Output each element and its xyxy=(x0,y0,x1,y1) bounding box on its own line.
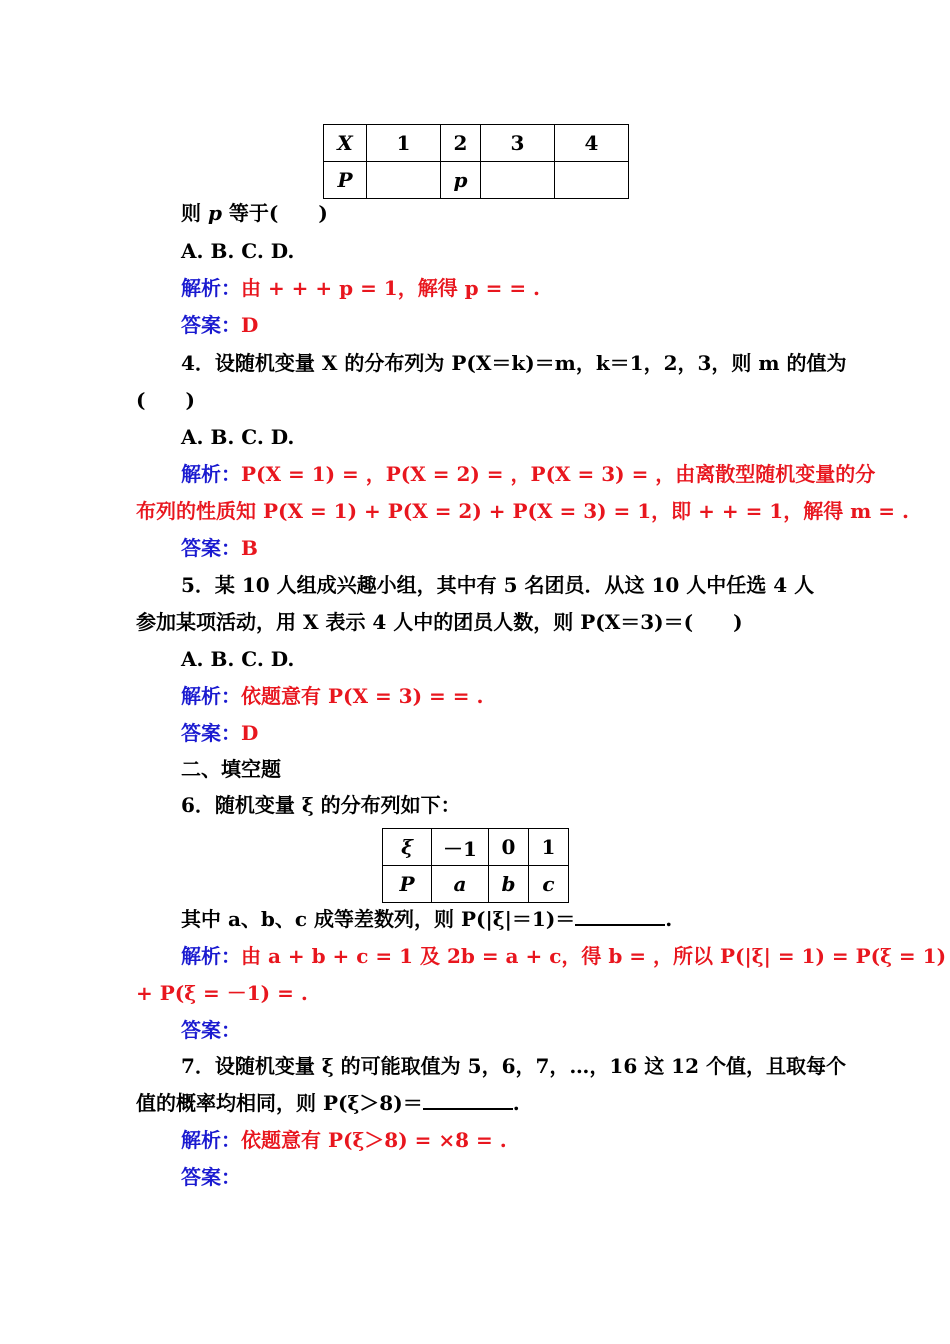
answer-value: D xyxy=(241,313,259,337)
q6-answer-label: 答案： xyxy=(181,1018,241,1042)
table1-cell-2: p xyxy=(441,162,481,199)
q3-var: p xyxy=(207,201,222,225)
q6-analysis-1 xyxy=(181,943,946,969)
q6-prompt-text: 其中 a、b、c 成等差数列，则 P(|ξ|＝1)＝ xyxy=(181,907,576,931)
q3-answer xyxy=(181,312,258,338)
analysis-text: P(X = 1) = ，P(X = 2) = ，P(X = 3) = ，由离散型随机变量的分 xyxy=(241,462,876,486)
q4-analysis-2: 布列的性质知 P(X = 1) + P(X = 2) + P(X = 3) = 1，即 + + = 1，解得 m = . xyxy=(136,499,909,523)
answer-label: 答案： xyxy=(181,313,241,337)
q7-analysis xyxy=(181,1127,507,1153)
q4-analysis-1 xyxy=(181,461,875,487)
q7-line1: 7．设随机变量 ξ 的可能取值为 5，6，7，…，16 这 12 个值，且取每个 xyxy=(181,1054,846,1078)
q4-options: A. B. C. D. xyxy=(181,425,295,449)
answer-value: B xyxy=(241,536,258,560)
table1-header-1: 1 xyxy=(367,125,441,162)
q3-prompt xyxy=(181,200,328,226)
q7-answer-label: 答案： xyxy=(181,1165,241,1189)
q4-line2: ( ) xyxy=(136,388,195,412)
q5-answer xyxy=(181,720,258,746)
q7-line2-end: . xyxy=(512,1091,520,1115)
table1-header-4: 4 xyxy=(555,125,629,162)
q5-options: A. B. C. D. xyxy=(181,647,295,671)
table1-header-x: X xyxy=(324,125,367,162)
table1-cell-4 xyxy=(555,162,629,199)
q7-line2 xyxy=(136,1090,520,1116)
table2-header-0: 0 xyxy=(489,829,529,866)
table1-header-2: 2 xyxy=(441,125,481,162)
table2-cell-b: b xyxy=(489,866,529,903)
q3-prompt-a: 则 xyxy=(181,201,201,225)
table2-cell-a: a xyxy=(432,866,489,903)
distribution-table-1 xyxy=(323,124,629,199)
table2-cell-c: c xyxy=(529,866,569,903)
q6-analysis-2: + P(ξ = －1) = . xyxy=(136,981,308,1005)
q6-line1: 6．随机变量 ξ 的分布列如下： xyxy=(181,793,461,817)
table1-header-3: 3 xyxy=(481,125,555,162)
q4-answer xyxy=(181,535,258,561)
analysis-label: 解析： xyxy=(181,1128,241,1152)
q5-line1: 5．某 10 人组成兴趣小组，其中有 5 名团员．从这 10 人中任选 4 人 xyxy=(181,573,815,597)
analysis-label: 解析： xyxy=(181,276,241,300)
q6-answer-blank xyxy=(575,906,665,926)
answer-label: 答案： xyxy=(181,536,241,560)
table2-row-p: P xyxy=(383,866,432,903)
q5-analysis xyxy=(181,683,483,709)
q6-prompt-end: . xyxy=(665,907,673,931)
analysis-label: 解析： xyxy=(181,684,241,708)
table1-cell-3 xyxy=(481,162,555,199)
distribution-table-2 xyxy=(382,828,569,903)
q3-prompt-b: 等于( ) xyxy=(228,201,328,225)
table2-header-xi: ξ xyxy=(383,829,432,866)
section-title: 二、填空题 xyxy=(181,757,281,781)
q3-analysis xyxy=(181,275,540,301)
q7-answer-blank xyxy=(423,1090,513,1110)
table2-header-1: 1 xyxy=(529,829,569,866)
analysis-text: 依题意有 P(X = 3) = = . xyxy=(241,684,484,708)
q7-line2-text: 值的概率均相同，则 P(ξ＞8)＝ xyxy=(136,1091,423,1115)
answer-value: D xyxy=(241,721,259,745)
answer-label: 答案： xyxy=(181,721,241,745)
q5-line2: 参加某项活动，用 X 表示 4 人中的团员人数，则 P(X＝3)＝( ) xyxy=(136,610,743,634)
analysis-text: 由 + + + p = 1，解得 p = = . xyxy=(241,276,541,300)
analysis-label: 解析： xyxy=(181,944,241,968)
analysis-text: 由 a + b + c = 1 及 2b = a + c，得 b = ，所以 P(|ξ| = 1) = P(ξ = 1) xyxy=(241,944,947,968)
table1-cell-1 xyxy=(367,162,441,199)
q4-line1: 4．设随机变量 X 的分布列为 P(X＝k)＝m，k＝1，2，3，则 m 的值为 xyxy=(181,351,847,375)
table1-row-p: P xyxy=(324,162,367,199)
table2-header-neg1: －1 xyxy=(432,829,489,866)
analysis-label: 解析： xyxy=(181,462,241,486)
analysis-text: 依题意有 P(ξ＞8) = ×8 = . xyxy=(241,1128,507,1152)
q6-prompt xyxy=(181,906,672,932)
q3-options: A. B. C. D. xyxy=(181,239,295,263)
